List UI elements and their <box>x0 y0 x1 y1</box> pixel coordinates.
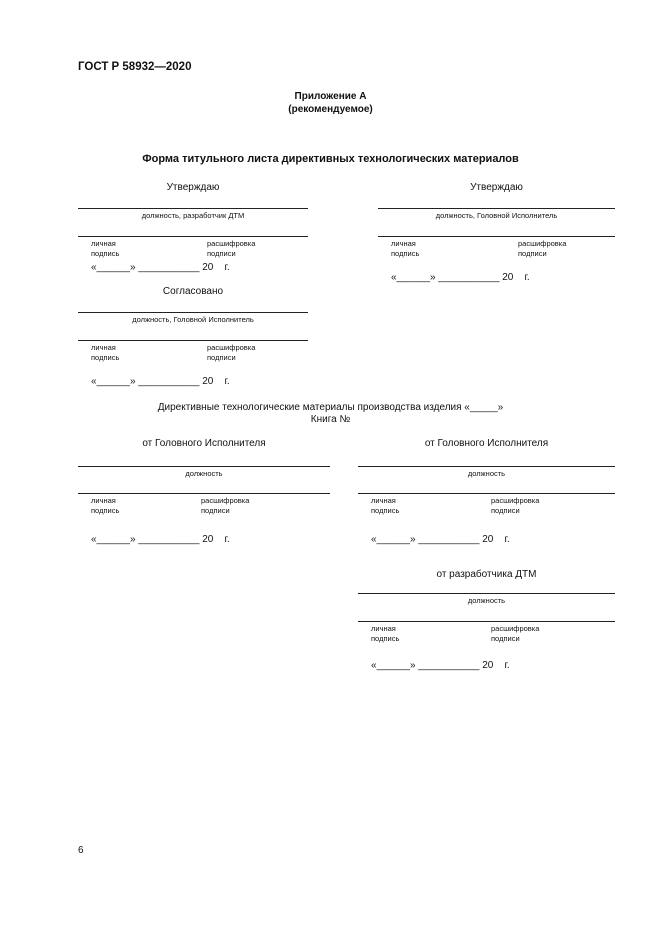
position-caption-left: должность, разработчик ДТМ <box>141 211 245 220</box>
page-number: 6 <box>78 845 84 856</box>
date-blank-lead-left: «______» ___________ 20 г. <box>91 534 230 545</box>
signature-decode-caption: расшифровка подписи <box>207 239 256 258</box>
date-blank-agreed: «______» ___________ 20 г. <box>91 376 230 387</box>
position-line-agreed <box>78 312 308 313</box>
appendix-title: Приложение А <box>294 91 367 102</box>
date-blank-right: «______» ___________ 20 г. <box>391 272 530 283</box>
appendix-status: (рекомендуемое) <box>288 104 373 115</box>
position-line-lead-right <box>358 466 615 467</box>
signature-decode-caption: расшифровка подписи <box>207 343 256 362</box>
from-lead-label-right: от Головного Исполнителя <box>424 438 549 449</box>
signature-line-right <box>378 236 615 237</box>
document-header: ГОСТ Р 58932—2020 <box>78 61 192 73</box>
personal-signature-caption: личная подпись <box>371 496 400 515</box>
approve-label-right: Утверждаю <box>470 182 523 193</box>
position-line-left <box>78 208 308 209</box>
personal-signature-caption: личная подпись <box>91 496 120 515</box>
signature-line-lead-left <box>78 493 330 494</box>
agreed-label: Согласовано <box>162 286 224 297</box>
personal-signature-caption: личная подпись <box>371 624 400 643</box>
approve-label-left: Утверждаю <box>166 182 220 193</box>
date-blank-developer: «______» ___________ 20 г. <box>371 660 510 671</box>
form-title: Форма титульного листа директивных технологических материалов <box>142 153 519 165</box>
position-line-developer <box>358 593 615 594</box>
personal-signature-caption: личная подпись <box>91 239 120 258</box>
position-caption-agreed: должность, Головной Исполнитель <box>132 315 254 324</box>
personal-signature-caption: личная подпись <box>391 239 420 258</box>
from-lead-label-left: от Головного Исполнителя <box>142 438 266 449</box>
personal-signature-caption: личная подпись <box>91 343 120 362</box>
date-blank-lead-right: «______» ___________ 20 г. <box>371 534 510 545</box>
signature-decode-caption: расшифровка подписи <box>491 624 540 643</box>
directive-title: Директивные технологические материалы производства изделия «_____» <box>157 402 504 413</box>
signature-line-left <box>78 236 308 237</box>
signature-decode-caption: расшифровка подписи <box>201 496 250 515</box>
position-line-right <box>378 208 615 209</box>
from-developer-label: от разработчика ДТМ <box>436 569 537 580</box>
signature-line-lead-right <box>358 493 615 494</box>
signature-decode-caption: расшифровка подписи <box>491 496 540 515</box>
signature-line-developer <box>358 621 615 622</box>
position-caption-lead-right: должность <box>467 469 506 478</box>
position-line-lead-left <box>78 466 330 467</box>
signature-decode-caption: расшифровка подписи <box>518 239 567 258</box>
signature-line-agreed <box>78 340 308 341</box>
date-blank-left: «______» ___________ 20 г. <box>91 262 230 273</box>
position-caption-developer: должность <box>467 596 506 605</box>
position-caption-right: должность, Головной Исполнитель <box>435 211 558 220</box>
book-number: Книга № <box>310 414 351 425</box>
position-caption-lead-left: должность <box>185 469 223 478</box>
